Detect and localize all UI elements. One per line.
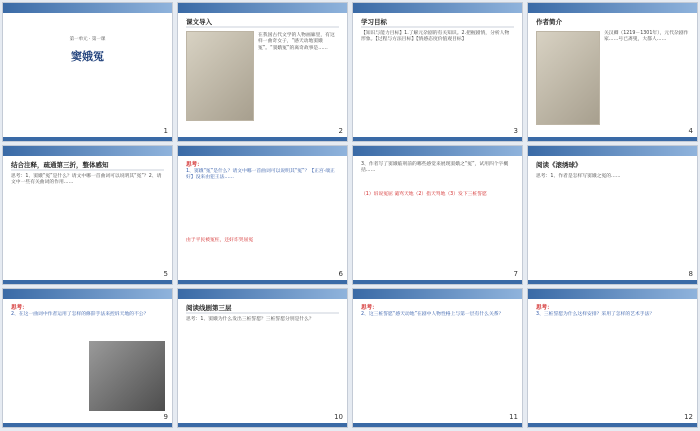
- slide-body-text: 3、三桩誓愿为什么这样安排？采用了怎样的艺术手法？: [536, 312, 655, 317]
- slide-body-text: 思考：1、作者是怎样写窦娥之冤的……: [536, 174, 621, 179]
- slide-body-text: 【知识与能力目标】1.了解元杂剧的有关知识。2.把握剧情，分析人物形象。【过程与方法目标】【情感态度价值观目标】: [361, 31, 510, 43]
- divider: [361, 26, 514, 28]
- slide-thumbnail[interactable]: [527, 288, 698, 428]
- slide-footer-band: [3, 137, 172, 141]
- slide-footer-band: [528, 423, 697, 427]
- slide-number: 9: [163, 413, 168, 421]
- slide-thumbnail[interactable]: [352, 288, 523, 428]
- illustration-image: [186, 31, 254, 121]
- slide-body-text: 3、作者写了窦娥临刑前的哪些感觉来展现窦娥之“冤”，试用四个字概括……: [361, 162, 509, 174]
- slide-thumbnail[interactable]: [2, 145, 173, 285]
- stage-photo: [89, 341, 165, 411]
- slide-thumbnail[interactable]: [527, 2, 698, 142]
- slide-sorter-grid: [2, 2, 698, 429]
- slide-tag: 思考：: [11, 305, 28, 311]
- slide-subtitle: 第一单元 · 第一课: [69, 37, 106, 42]
- slide-thumbnail[interactable]: [352, 2, 523, 142]
- slide-answer-text: 由于平民被冤枉，还奸诈哭屈冤: [186, 238, 254, 243]
- divider: [186, 26, 339, 28]
- slide-header-band: [178, 3, 347, 13]
- slide-title: 阅读线剧第三层: [186, 304, 232, 312]
- slide-number: 12: [684, 413, 693, 421]
- slide-header-band: [353, 289, 522, 299]
- slide-body-text: 在我国古代文学的人物画廊里，有这样一曲奇女子，“感天动地窦娥冤”。“窦娥冤”的离奇故事是……: [258, 33, 335, 51]
- slide-body-text: 思考：1、窦娥“冤”是什么？请文中哪一首曲词可以说明其“冤”？2、请文中一些有关曲词的作用……: [11, 174, 162, 186]
- slide-thumbnail[interactable]: [177, 2, 348, 142]
- slide-title: 作者简介: [536, 18, 562, 26]
- slide-header-band: [353, 3, 522, 13]
- slide-title: 课文导入: [186, 18, 212, 26]
- author-portrait-image: [536, 31, 600, 125]
- slide-header-band: [3, 289, 172, 299]
- slide-header-band: [353, 146, 522, 156]
- slide-thumbnail[interactable]: [177, 145, 348, 285]
- slide-body-text: 关汉卿（1219－1301年），元代杂剧作家……号已斋叟，大都人……: [604, 31, 689, 43]
- slide-footer-band: [353, 423, 522, 427]
- slide-title: 结合注释，疏通第三折，整体感知: [11, 161, 109, 169]
- slide-number: 5: [163, 270, 168, 278]
- slide-title: 窦娥冤: [71, 50, 104, 63]
- slide-number: 7: [513, 270, 518, 278]
- slide-footer-band: [528, 137, 697, 141]
- slide-footer-band: [353, 137, 522, 141]
- slide-thumbnail[interactable]: [352, 145, 523, 285]
- slide-thumbnail[interactable]: [177, 288, 348, 428]
- slide-thumbnail[interactable]: [2, 288, 173, 428]
- slide-number: 4: [688, 127, 693, 135]
- slide-number: 1: [163, 127, 168, 135]
- slide-footer-band: [353, 280, 522, 284]
- slide-number: 2: [338, 127, 343, 135]
- slide-number: 10: [334, 413, 343, 421]
- slide-header-band: [178, 289, 347, 299]
- divider: [186, 312, 339, 314]
- slide-body-text: 2、在这一曲词中作者运用了怎样的修辞手法来控诉天地的不公？: [11, 312, 149, 317]
- slide-number: 8: [688, 270, 693, 278]
- slide-header-band: [528, 3, 697, 13]
- slide-body-text: 2、这三桩誓愿“感天动地”在剧中人物性格上与第一层有什么关系？: [361, 312, 504, 317]
- slide-header-band: [178, 146, 347, 156]
- slide-number: 3: [513, 127, 518, 135]
- slide-body-text: 思考：1、窦娥为什么发出三桩誓愿？三桩誓愿分别是什么？: [186, 317, 314, 322]
- slide-title: 阅读《滚绣球》: [536, 161, 582, 169]
- slide-tag: 思考：: [361, 305, 378, 311]
- slide-footer-band: [3, 280, 172, 284]
- slide-tag: 思考：: [536, 305, 553, 311]
- slide-thumbnail[interactable]: [527, 145, 698, 285]
- slide-footer-band: [178, 137, 347, 141]
- slide-body-text: 1、窦娥“冤”是什么？请文中哪一首曲词可以说明其“冤”？【正宫·端正好】没来由犯王法……: [186, 169, 335, 181]
- slide-footer-band: [3, 423, 172, 427]
- slide-tag: 思考：: [186, 162, 203, 168]
- slide-answer-text: （1）诉说冤屈 谴骂天地（2）指天骂地（3）发下三桩誓愿: [361, 192, 487, 197]
- slide-title: 学习目标: [361, 18, 387, 26]
- slide-thumbnail[interactable]: [2, 2, 173, 142]
- slide-footer-band: [528, 280, 697, 284]
- divider: [11, 169, 164, 171]
- slide-header-band: [528, 289, 697, 299]
- slide-number: 11: [509, 413, 518, 421]
- slide-header-band: [3, 3, 172, 13]
- slide-number: 6: [338, 270, 343, 278]
- slide-footer-band: [178, 280, 347, 284]
- slide-header-band: [3, 146, 172, 156]
- slide-footer-band: [178, 423, 347, 427]
- slide-header-band: [528, 146, 697, 156]
